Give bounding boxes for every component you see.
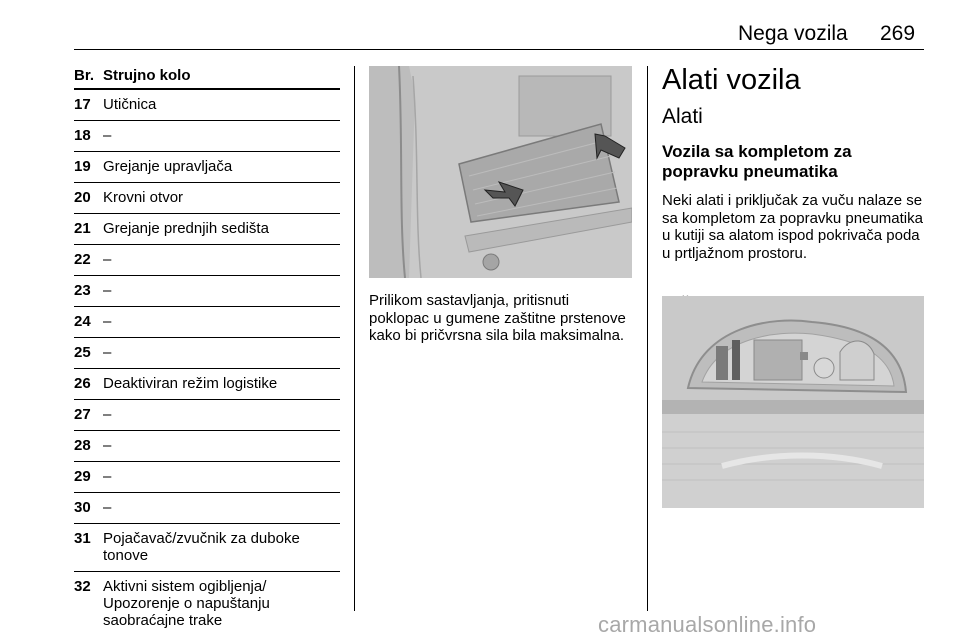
tool-icon	[732, 340, 740, 380]
table-row	[74, 462, 340, 493]
row-circuit: –	[103, 313, 112, 330]
row-number: 28	[74, 437, 91, 454]
table-row	[74, 431, 340, 462]
table-row	[74, 90, 340, 121]
row-number: 27	[74, 406, 91, 423]
header-title: Nega vozila	[738, 22, 848, 45]
row-number: 31	[74, 530, 91, 547]
row-number: 26	[74, 375, 91, 392]
table-row	[74, 245, 340, 276]
row-number: 20	[74, 189, 91, 206]
table-row	[74, 572, 340, 636]
watermark: carmanualsonline.info	[598, 612, 817, 637]
right-paragraph: Neki alati i priključak za vuču nalaze se sa kompletom za popravku pneumatika u kutiji sa alatom ispod pokrivača poda u prtljažnom prostoru.	[662, 192, 923, 262]
column-divider-left	[354, 66, 355, 611]
table-row	[74, 338, 340, 369]
row-number: 29	[74, 468, 91, 485]
tool-icon	[840, 341, 874, 380]
table-row	[74, 121, 340, 152]
tool-icon	[800, 352, 808, 360]
table-row	[74, 524, 340, 572]
row-number: 30	[74, 499, 91, 516]
row-circuit: –	[103, 344, 112, 361]
row-circuit: Aktivni sistem ogibljenja/ Upozorenje o napuštanju saobraćajne trake	[103, 578, 270, 629]
row-circuit: –	[103, 251, 112, 268]
row-number: 17	[74, 96, 91, 113]
row-circuit: Deaktiviran režim logistike	[103, 375, 278, 392]
row-circuit: Grejanje upravljača	[103, 158, 233, 175]
row-number: 24	[74, 313, 91, 330]
tool-icon	[814, 358, 834, 378]
table-header	[74, 66, 340, 90]
table-row	[74, 214, 340, 245]
table-header-circuit: Strujno kolo	[103, 67, 191, 84]
table-row	[74, 369, 340, 400]
row-circuit: –	[103, 499, 112, 516]
floor-cover-edge	[662, 400, 924, 414]
fuse-table	[74, 66, 340, 636]
subsubsection-title: Vozila sa kompletom za popravku pneumatika	[662, 142, 852, 181]
section-title: Alati vozila	[662, 64, 801, 96]
table-row	[74, 276, 340, 307]
table-row	[74, 307, 340, 338]
row-circuit: Pojačavač/zvučnik za duboke tonove	[103, 530, 300, 564]
trunk-edge	[369, 66, 415, 278]
table-header-number: Br.	[74, 67, 95, 84]
table-row	[74, 152, 340, 183]
row-circuit: –	[103, 282, 112, 299]
row-number: 19	[74, 158, 91, 175]
subsection-title: Alati	[662, 105, 703, 128]
row-circuit: –	[103, 468, 112, 485]
row-circuit: –	[103, 406, 112, 423]
table-row	[74, 400, 340, 431]
row-number: 32	[74, 578, 91, 595]
header-rule	[74, 49, 924, 50]
row-circuit: Utičnica	[103, 96, 157, 113]
row-number: 21	[74, 220, 91, 237]
row-circuit: –	[103, 127, 112, 144]
row-circuit: Krovni otvor	[103, 189, 184, 206]
column-divider-right	[647, 66, 648, 611]
cover-illustration	[369, 66, 632, 278]
toolbox-illustration	[662, 296, 924, 508]
row-number: 23	[74, 282, 91, 299]
page-number: 269	[880, 22, 916, 45]
row-number: 18	[74, 127, 91, 144]
middle-paragraph: Prilikom sastavljanja, pritisnuti poklopac u gumene zaštitne prstenove kako bi pričvrsna sila bila maksimalna.	[369, 292, 626, 344]
table-body	[74, 90, 340, 636]
row-circuit: –	[103, 437, 112, 454]
tool-icon	[754, 340, 802, 380]
table-row	[74, 183, 340, 214]
row-number: 25	[74, 344, 91, 361]
floor-cover	[662, 414, 924, 508]
row-circuit: Grejanje prednjih sedišta	[103, 220, 269, 237]
table-row	[74, 493, 340, 524]
row-number: 22	[74, 251, 91, 268]
tool-icon	[716, 346, 728, 380]
trim-clip	[483, 254, 499, 270]
